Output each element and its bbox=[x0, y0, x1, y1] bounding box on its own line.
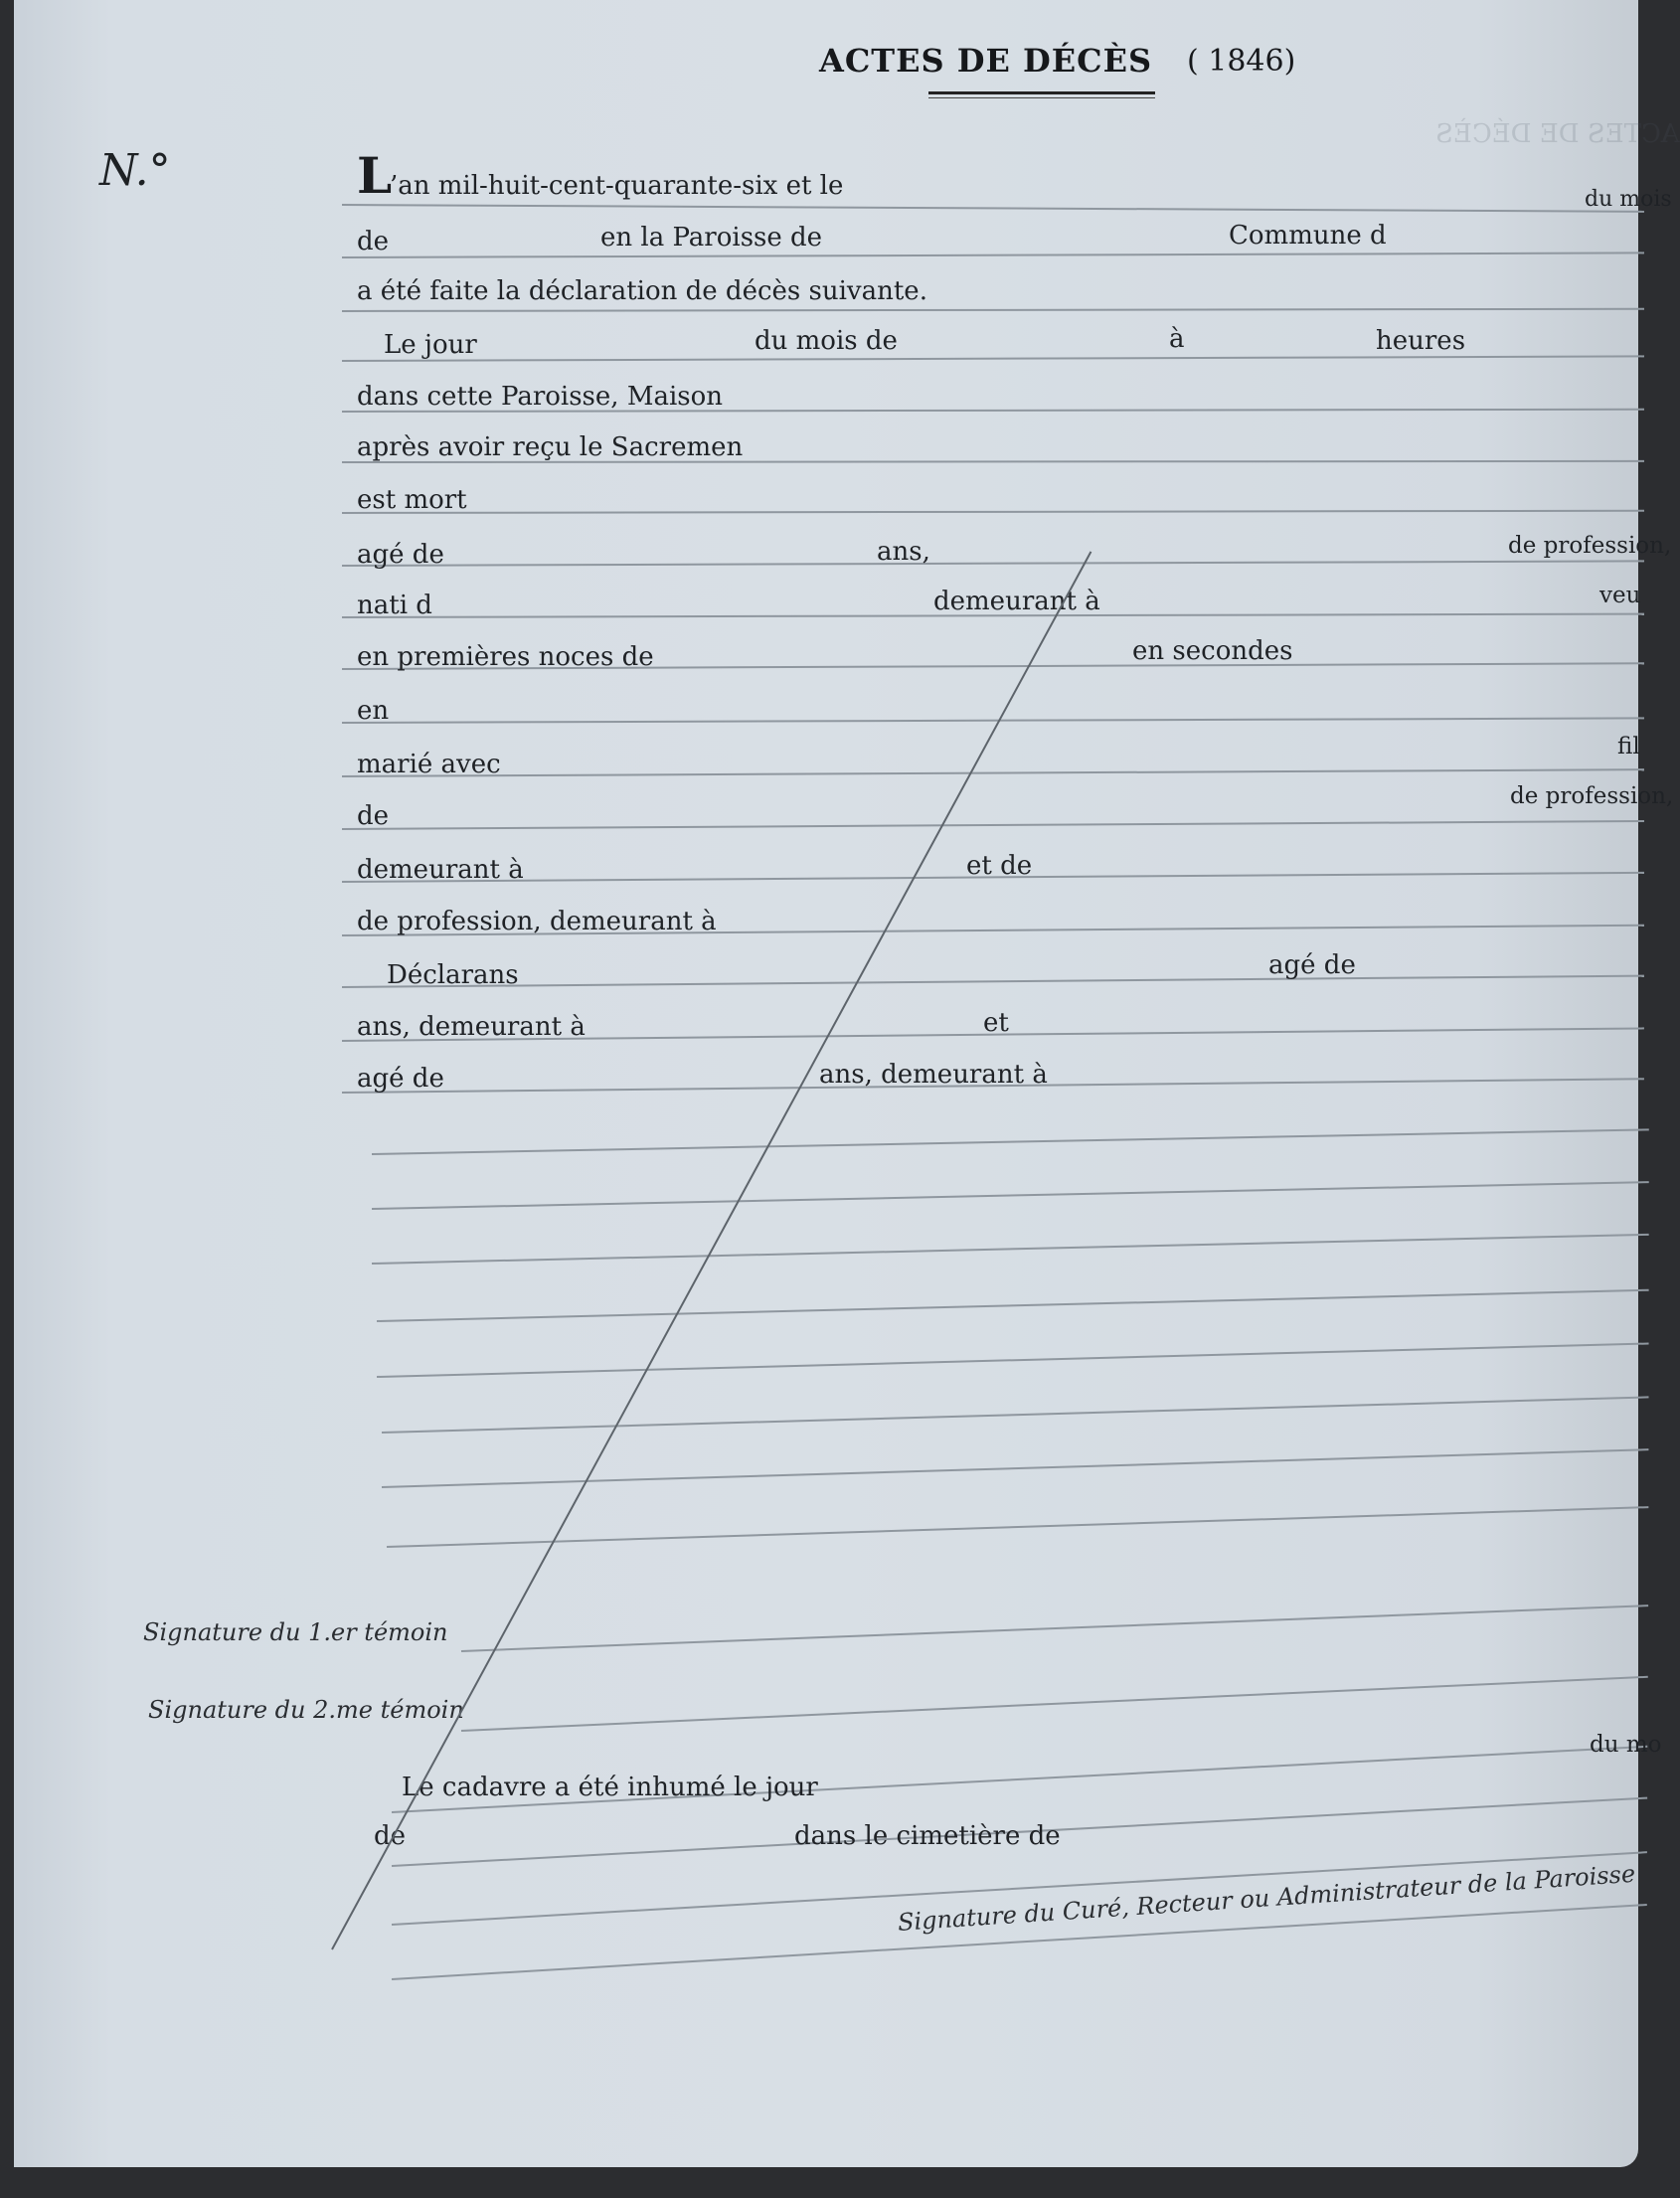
line-right: heures bbox=[1376, 326, 1466, 356]
line-label: en bbox=[357, 696, 390, 726]
line-mid: en la Paroisse de bbox=[600, 223, 823, 253]
register-page bbox=[14, 0, 1680, 2167]
line-right: de profession, bbox=[1508, 533, 1672, 559]
bleed-through-text: ACTES DE DÉCÈS bbox=[1435, 119, 1680, 149]
line-mid: ans, demeurant à bbox=[819, 1060, 1048, 1090]
witness1-signature-line bbox=[461, 1605, 1648, 1652]
blank-rule bbox=[382, 1396, 1649, 1434]
blank-rule bbox=[372, 1181, 1649, 1210]
blank-rule bbox=[387, 1506, 1648, 1548]
line-mid: agé de bbox=[1268, 950, 1356, 980]
line-label: agé de bbox=[357, 1064, 444, 1094]
line-label: ans, demeurant à bbox=[357, 1012, 586, 1042]
burial-line1-right: du mo bbox=[1590, 1732, 1662, 1758]
line-mid2: Commune d bbox=[1229, 221, 1387, 251]
line-label: marié avec bbox=[357, 750, 501, 779]
blank-rule bbox=[372, 1234, 1649, 1265]
line-label: de bbox=[357, 801, 390, 831]
line-mid: du mois de bbox=[755, 326, 898, 356]
witness2-signature-line bbox=[461, 1676, 1648, 1732]
blank-rule bbox=[377, 1289, 1649, 1322]
form-rule bbox=[342, 252, 1644, 258]
line-label: demeurant à bbox=[357, 855, 524, 885]
line-label: de profession, demeurant à bbox=[357, 907, 717, 936]
line-label: est mort bbox=[357, 485, 467, 515]
line-label: agé de bbox=[357, 540, 444, 570]
witness2-signature-label: Signature du 2.me témoin bbox=[148, 1696, 464, 1724]
first-line-right: du mois bbox=[1585, 187, 1672, 212]
line-label: après avoir reçu le Sacremen bbox=[357, 432, 744, 462]
line-label: dans cette Paroisse, Maison bbox=[357, 382, 723, 412]
burial-line1: Le cadavre a été inhumé le jour bbox=[402, 1773, 818, 1802]
witness1-signature-label: Signature du 1.er témoin bbox=[143, 1618, 448, 1646]
line-mid: et de bbox=[966, 851, 1033, 881]
line-label: Déclarans bbox=[387, 960, 519, 990]
line-right: fil bbox=[1617, 734, 1640, 760]
first-line-text: ’an mil-huit-cent-quarante-six et le bbox=[390, 171, 844, 201]
line-mid: ans, bbox=[877, 537, 930, 567]
line-label: a été faite la déclaration de décès suivante. bbox=[357, 276, 927, 306]
line-label: de bbox=[357, 227, 390, 256]
form-rule bbox=[342, 355, 1644, 362]
line-label: nati d bbox=[357, 591, 432, 620]
form-rule bbox=[342, 975, 1644, 988]
form-rule bbox=[342, 308, 1644, 312]
form-rule bbox=[342, 717, 1644, 724]
blank-rule bbox=[382, 1448, 1648, 1488]
form-rule bbox=[342, 204, 1644, 213]
page-year: ( 1846) bbox=[1187, 44, 1296, 79]
decorative-initial: L bbox=[357, 146, 393, 205]
line-right: veu bbox=[1599, 583, 1641, 608]
form-rule bbox=[342, 560, 1644, 567]
line-mid: demeurant à bbox=[933, 587, 1100, 616]
blank-rule bbox=[372, 1128, 1649, 1155]
page-title: ACTES DE DÉCÈS bbox=[819, 42, 1153, 80]
line-mid: en secondes bbox=[1132, 636, 1293, 666]
line-mid2: à bbox=[1169, 324, 1185, 354]
blank-rule bbox=[377, 1342, 1649, 1378]
line-label: en premières noces de bbox=[357, 642, 654, 672]
burial-line2-label: de bbox=[374, 1821, 407, 1851]
form-rule bbox=[342, 820, 1644, 830]
line-right: de profession, bbox=[1510, 783, 1674, 809]
title-underline bbox=[928, 91, 1155, 94]
entry-number-mark: N.° bbox=[99, 145, 171, 196]
form-rule bbox=[342, 510, 1644, 514]
form-rule bbox=[342, 768, 1644, 777]
line-label: Le jour bbox=[384, 330, 477, 360]
cure-signature-label: Signature du Curé, Recteur ou Administrateur de la Paroisse bbox=[897, 1859, 1636, 1937]
title-underline-thin bbox=[928, 97, 1155, 98]
line-mid: et bbox=[983, 1008, 1009, 1038]
burial-line2-mid: dans le cimetière de bbox=[794, 1821, 1061, 1851]
